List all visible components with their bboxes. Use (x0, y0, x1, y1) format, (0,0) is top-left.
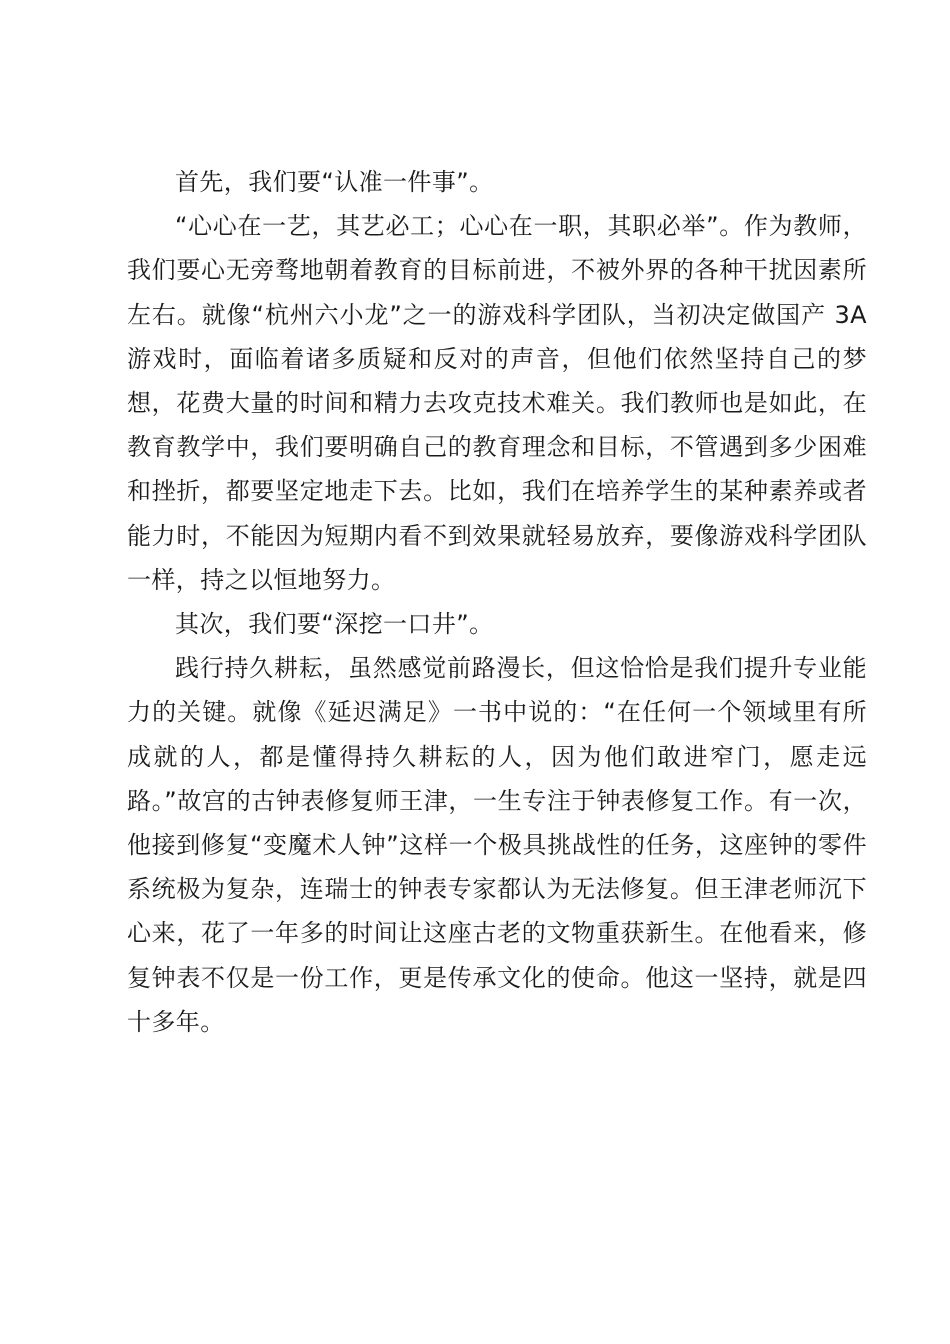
paragraph-persistent-effort: 践行持久耕耘，虽然感觉前路漫长，但这恰恰是我们提升专业能力的关键。就像《延迟满足》一书中说的：“在任何一个领域里有所成就的人，都是懂得持久耕耘的人，因为他们敢进窄门，愿走远路。”故宫的古钟表修复师王津，一生专注于钟表修复工作。有一次，他接到修复“变魔术人钟”这样一个极具挑战性的任务，这座钟的零件系统极为复杂，连瑞士的钟表专家都认为无法修复。但王津老师沉下心来，花了一年多的时间让这座古老的文物重获新生。在他看来，修复钟表不仅是一份工作，更是传承文化的使命。他这一坚持，就是四十多年。 (127, 654, 867, 1036)
paragraph-focus-on-one-thing: “心心在一艺，其艺必工；心心在一职，其职必举”。作为教师，我们要心无旁骛地朝着教育的目标前进，不被外界的各种干扰因素所左右。就像“杭州六小龙”之一的游戏科学团队，当初决定做国产 3A 游戏时，面临着诸多质疑和反对的声音，但他们依然坚持自己的梦想，花费大量的时间和精力去攻克技术难关。我们教师也是如此，在教育教学中，我们要明确自己的教育理念和目标，不管遇到多少困难和挫折，都要坚定地走下去。比如，我们在培养学生的某种素养或者能力时，不能因为短期内看不到效果就轻易放弃，要像游戏科学团队一样，持之以恒地努力。 (127, 212, 867, 594)
document-body (127, 160, 867, 1044)
paragraph-second-point: 其次，我们要“深挖一口井”。 (175, 610, 494, 639)
paragraph-first-point: 首先，我们要“认准一件事”。 (175, 168, 494, 196)
